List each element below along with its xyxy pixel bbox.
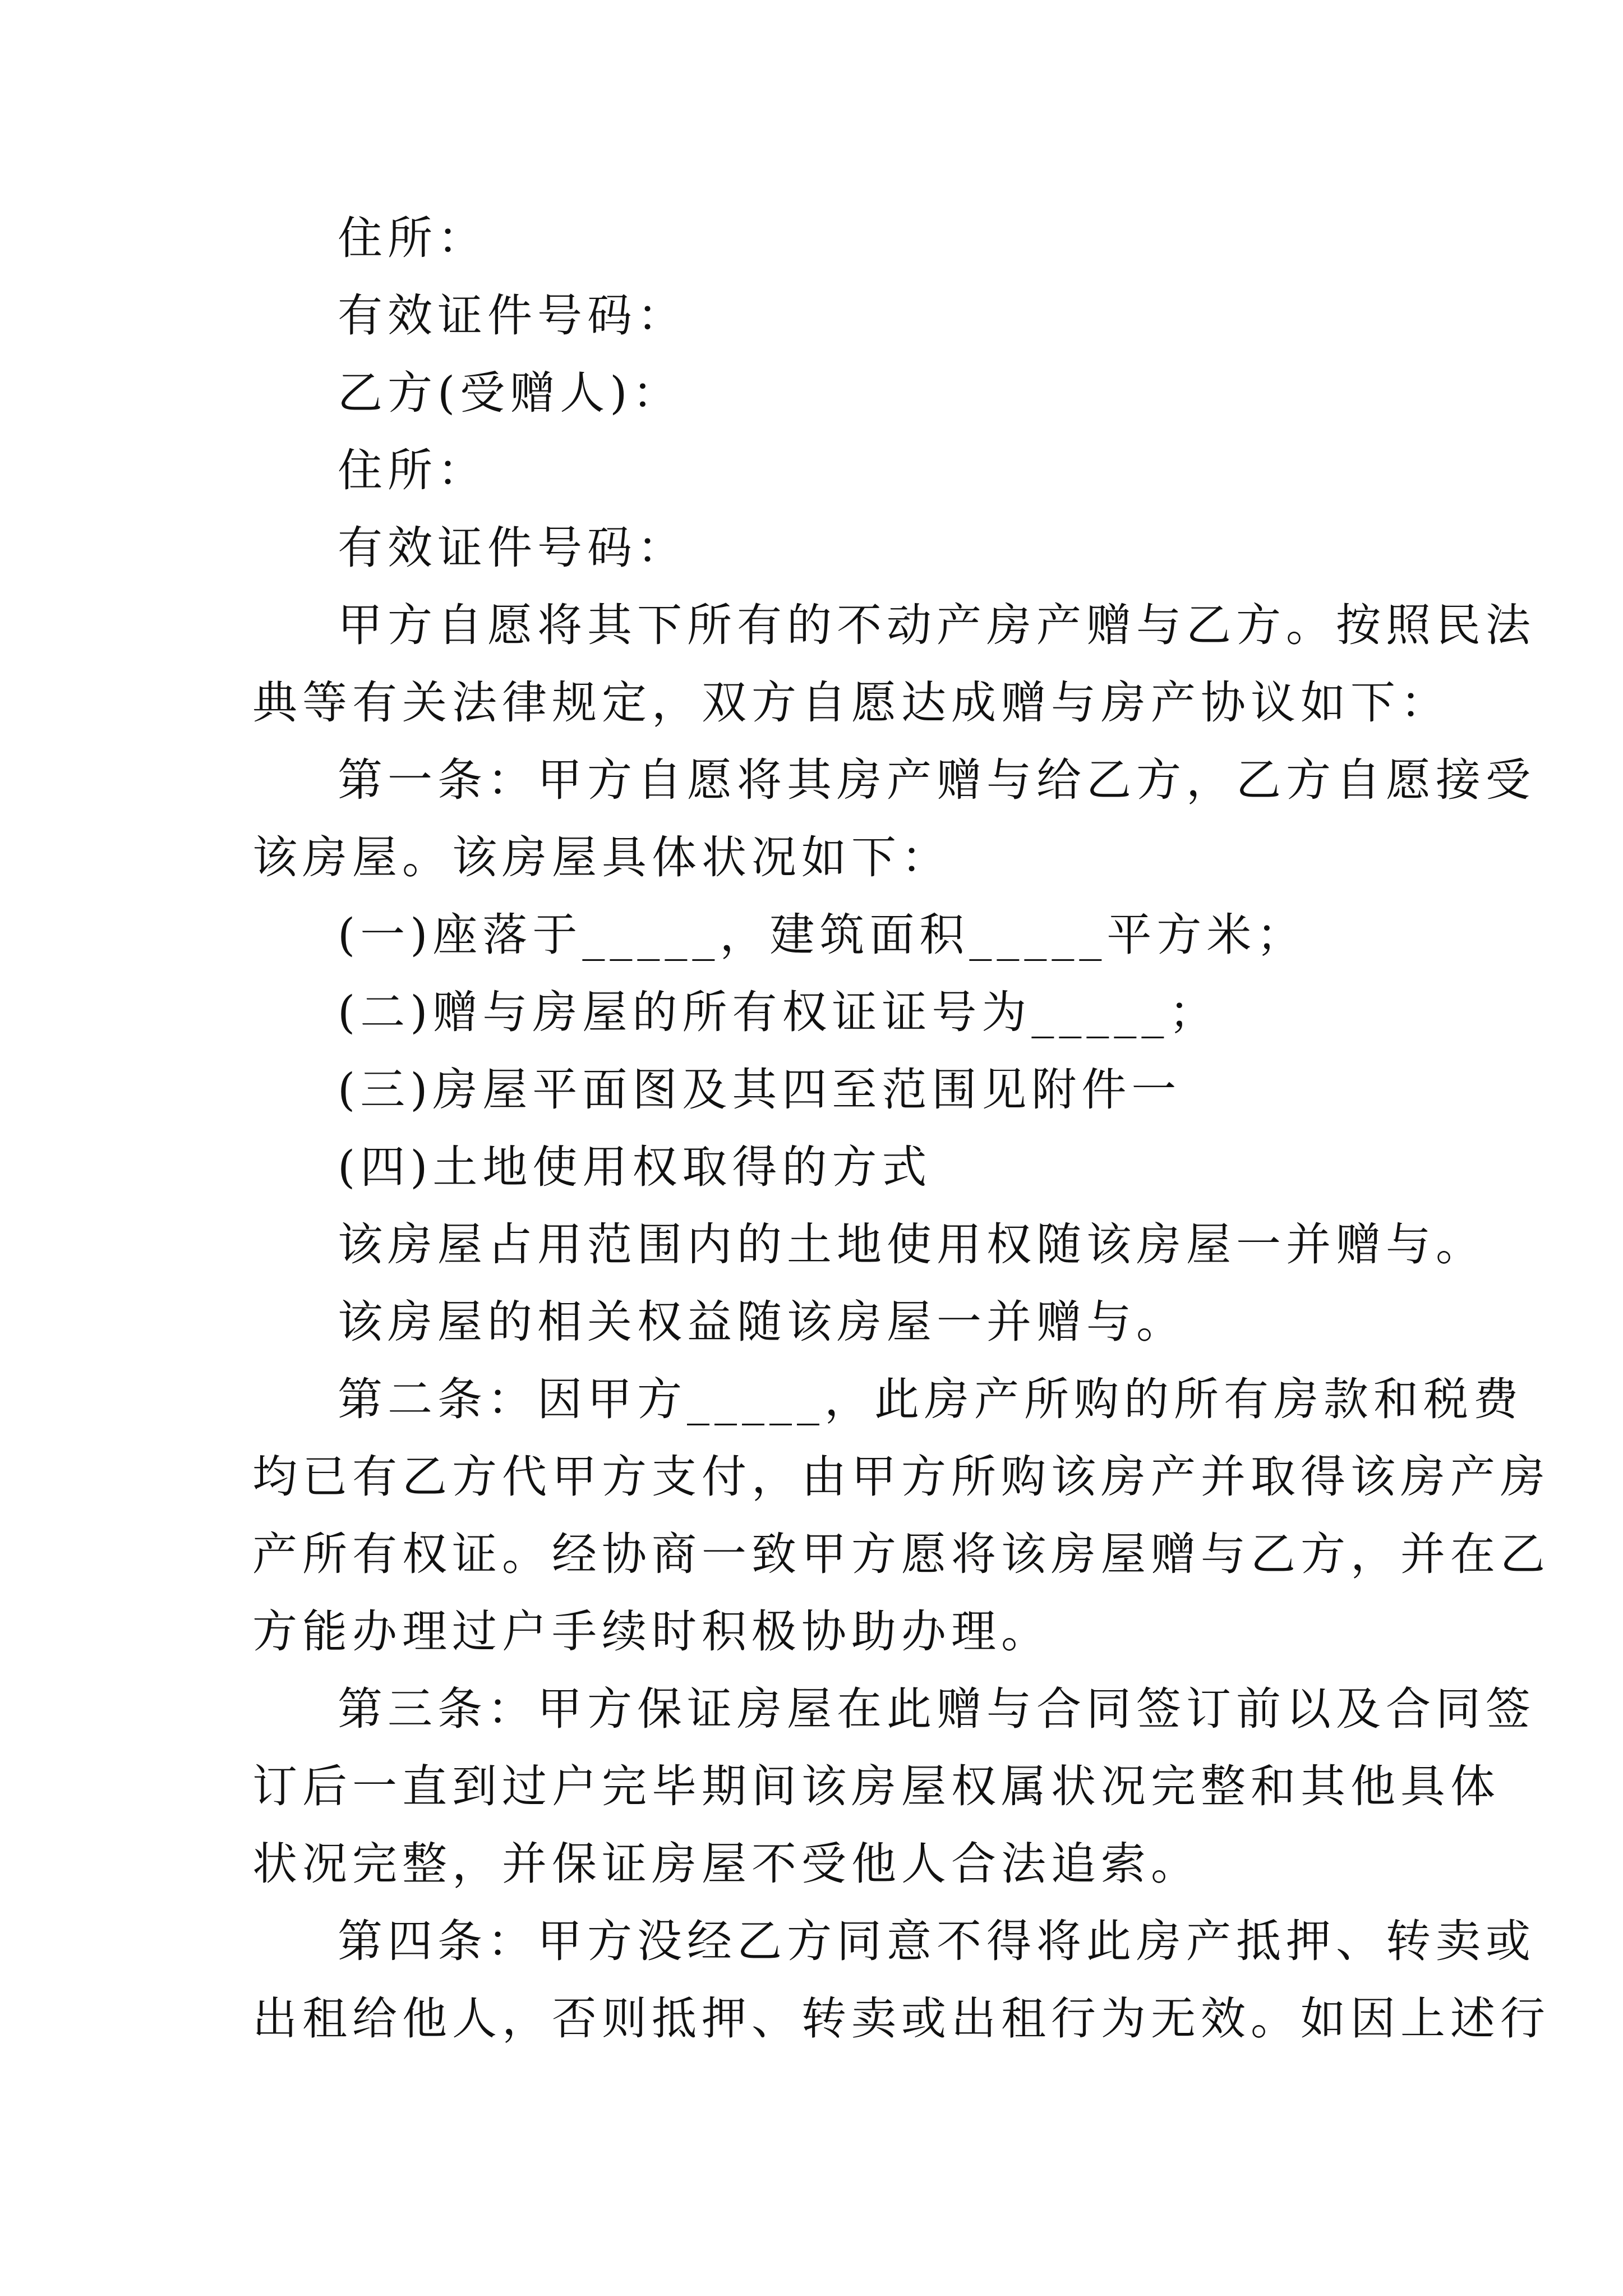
text-line: 住所： xyxy=(338,212,487,264)
text-line: (二)赠与房屋的所有权证证号为_____； xyxy=(338,986,1219,1038)
text-line: 该房屋。该房屋具体状况如下： xyxy=(252,831,951,884)
text-line: 该房屋占用范围内的土地使用权随该房屋一并赠与。 xyxy=(338,1218,1486,1271)
text-line: 典等有关法律规定，双方自愿达成赠与房产协议如下： xyxy=(252,677,1450,729)
text-line: 状况完整，并保证房屋不受他人合法追索。 xyxy=(252,1838,1201,1890)
text-line: 第二条：因甲方_____，此房产所购的所有房款和税费 xyxy=(338,1373,1523,1425)
text-line: 订后一直到过户完毕期间该房屋权属状况完整和其他具体 xyxy=(252,1760,1500,1812)
text-line: 该房屋的相关权益随该房屋一并赠与。 xyxy=(338,1296,1186,1348)
text-line: 均已有乙方代甲方支付，由甲方所购该房产并取得该房产房 xyxy=(252,1451,1550,1503)
text-line: 产所有权证。经协商一致甲方愿将该房屋赠与乙方，并在乙 xyxy=(252,1528,1550,1580)
text-line: 第一条：甲方自愿将其房产赠与给乙方，乙方自愿接受 xyxy=(338,754,1536,806)
text-line: (一)座落于_____，建筑面积_____平方米； xyxy=(338,909,1307,961)
text-line: (四)土地使用权取得的方式 xyxy=(338,1141,932,1193)
text-line: 有效证件号码： xyxy=(338,289,687,342)
text-line: 出租给他人，否则抵押、转卖或出租行为无效。如因上述行 xyxy=(252,1993,1550,2045)
text-line: (三)房屋平面图及其四至范围见附件一 xyxy=(338,1064,1182,1116)
text-line: 方能办理过户手续时积极协助办理。 xyxy=(252,1605,1051,1658)
text-line: 乙方(受赠人)： xyxy=(338,367,683,419)
text-line: 住所： xyxy=(338,444,487,496)
text-line: 有效证件号码： xyxy=(338,522,687,574)
text-line: 第四条：甲方没经乙方同意不得将此房产抵押、转卖或 xyxy=(338,1915,1536,1967)
text-line: 第三条：甲方保证房屋在此赠与合同签订前以及合同签 xyxy=(338,1683,1536,1735)
text-line: 甲方自愿将其下所有的不动产房产赠与乙方。按照民法 xyxy=(338,599,1536,651)
